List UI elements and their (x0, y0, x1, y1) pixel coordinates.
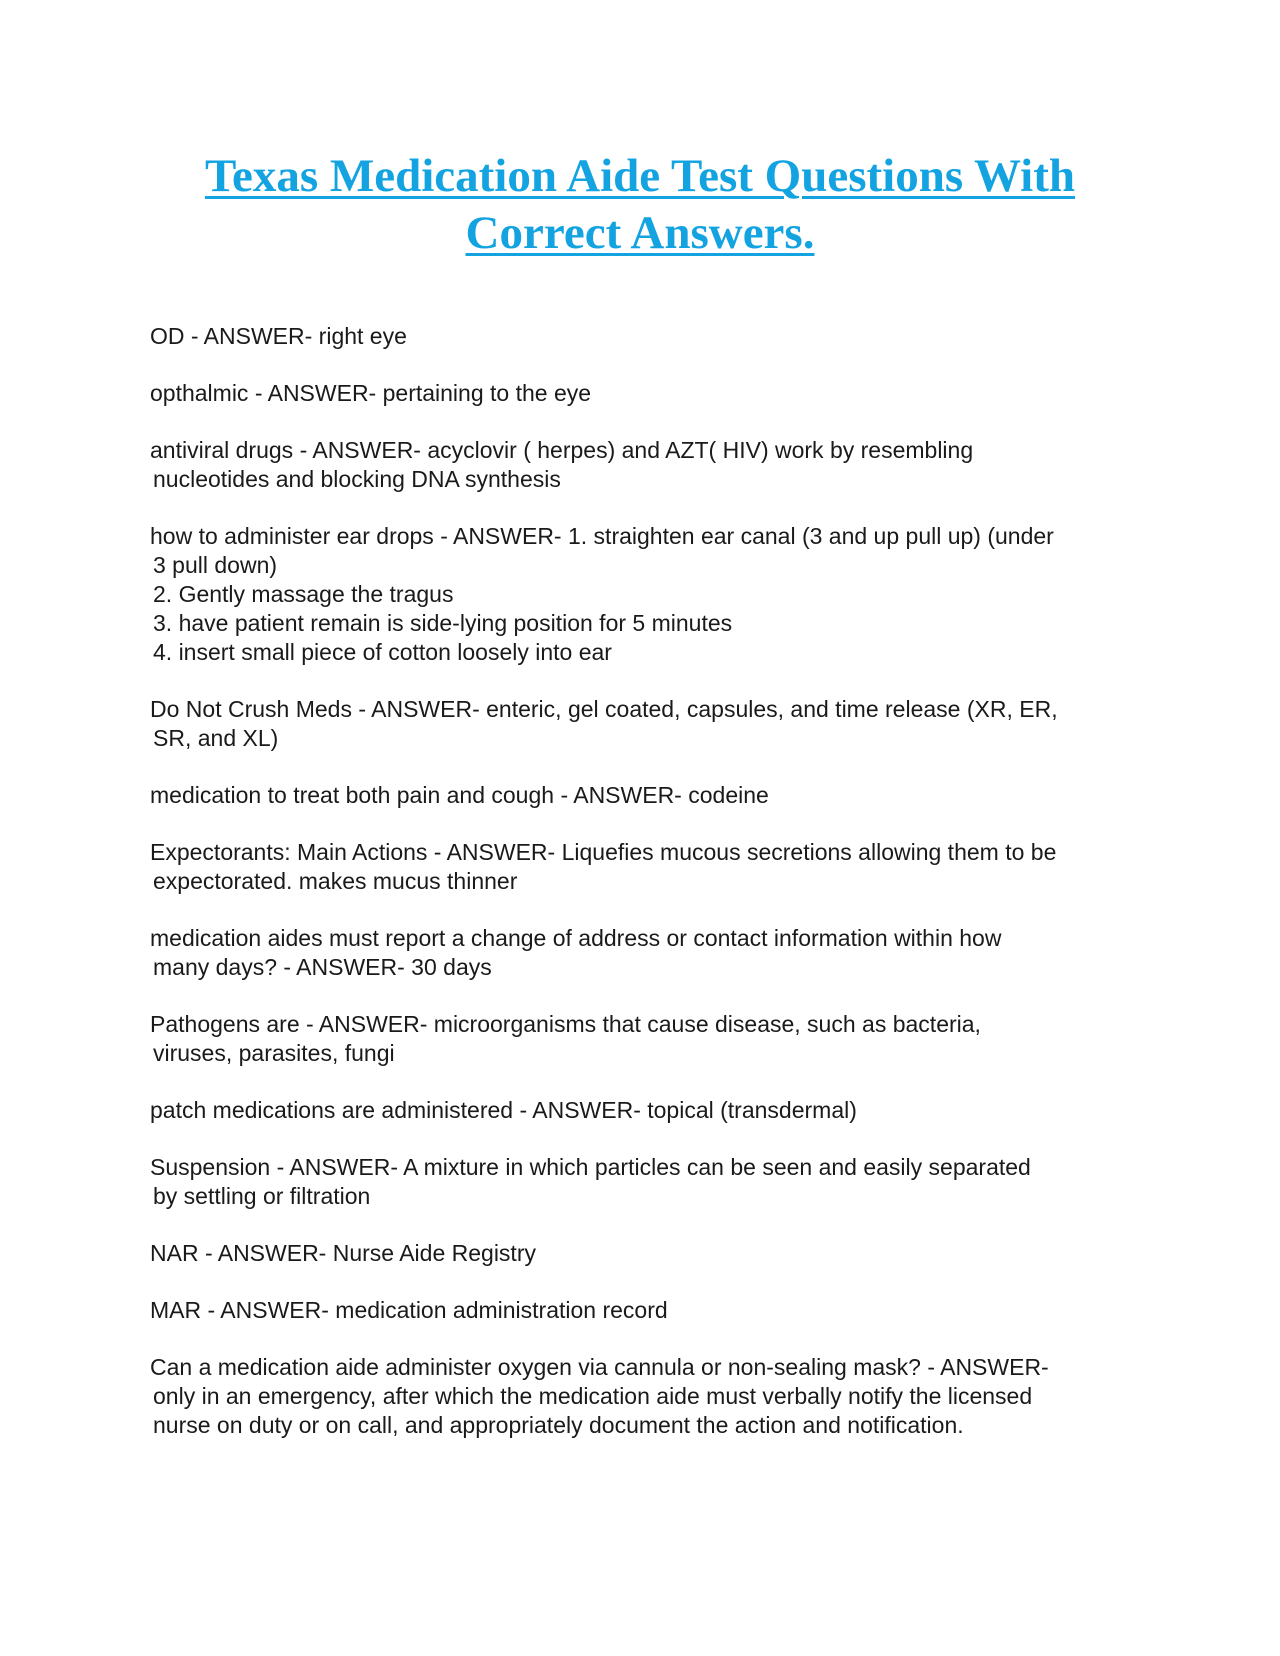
qa-entry-text: Can a medication aide administer oxygen via cannula or non-sealing mask? - ANSWER- (150, 1354, 1049, 1380)
qa-entry-text-continued: 2. Gently massage the tragus (153, 581, 454, 607)
qa-entry-text: Expectorants: Main Actions - ANSWER- Liquefies mucous secretions allowing them to be (150, 839, 1057, 865)
qa-list (150, 322, 1140, 1468)
qa-entry-text-continued: 4. insert small piece of cotton loosely into ear (153, 639, 612, 665)
qa-entry (150, 1239, 1140, 1268)
qa-entry (150, 838, 1140, 896)
qa-entry-text: patch medications are administered - ANSWER- topical (transdermal) (150, 1097, 857, 1123)
qa-entry (150, 924, 1140, 982)
qa-entry-text-continued: SR, and XL) (153, 725, 279, 751)
qa-entry-text-continued: by settling or filtration (153, 1183, 371, 1209)
qa-entry-text: Suspension - ANSWER- A mixture in which particles can be seen and easily separated (150, 1154, 1031, 1180)
qa-entry-text-continued: many days? - ANSWER- 30 days (153, 954, 492, 980)
qa-entry (150, 1296, 1140, 1325)
qa-entry (150, 1353, 1140, 1440)
qa-entry (150, 379, 1140, 408)
qa-entry (150, 1153, 1140, 1211)
qa-entry-text: OD - ANSWER- right eye (150, 323, 407, 349)
title-line-2: Correct Answers. (465, 207, 815, 259)
qa-entry-text: Pathogens are - ANSWER- microorganisms that cause disease, such as bacteria, (150, 1011, 981, 1037)
qa-entry-text-continued: expectorated. makes mucus thinner (153, 868, 518, 894)
qa-entry-text-continued: nurse on duty or on call, and appropriately document the action and notification. (153, 1412, 964, 1438)
qa-entry (150, 522, 1140, 667)
qa-entry (150, 1010, 1140, 1068)
qa-entry (150, 1096, 1140, 1125)
qa-entry (150, 781, 1140, 810)
qa-entry-text: how to administer ear drops - ANSWER- 1. straighten ear canal (3 and up pull up) (under (150, 523, 1054, 549)
qa-entry-text-continued: viruses, parasites, fungi (153, 1040, 395, 1066)
qa-entry-text: medication aides must report a change of address or contact information within how (150, 925, 1002, 951)
qa-entry-text: opthalmic - ANSWER- pertaining to the eye (150, 380, 592, 406)
qa-entry-text: MAR - ANSWER- medication administration record (150, 1297, 668, 1323)
qa-entry (150, 695, 1140, 753)
qa-entry-text: medication to treat both pain and cough - ANSWER- codeine (150, 782, 769, 808)
qa-entry-text-continued: only in an emergency, after which the medication aide must verbally notify the licensed (153, 1383, 1033, 1409)
qa-entry-text-continued: 3. have patient remain is side-lying position for 5 minutes (153, 610, 733, 636)
qa-entry-text: antiviral drugs - ANSWER- acyclovir ( herpes) and AZT( HIV) work by resembling (150, 437, 974, 463)
qa-entry-text-continued: 3 pull down) (153, 552, 278, 578)
qa-entry-text: Do Not Crush Meds - ANSWER- enteric, gel coated, capsules, and time release (XR, ER, (150, 696, 1058, 722)
qa-entry (150, 436, 1140, 494)
qa-entry-text: NAR - ANSWER- Nurse Aide Registry (150, 1240, 536, 1266)
qa-entry (150, 322, 1140, 351)
qa-entry-text-continued: nucleotides and blocking DNA synthesis (153, 466, 561, 492)
title-line-1: Texas Medication Aide Test Questions With (204, 150, 1076, 202)
document-title (140, 148, 1140, 262)
